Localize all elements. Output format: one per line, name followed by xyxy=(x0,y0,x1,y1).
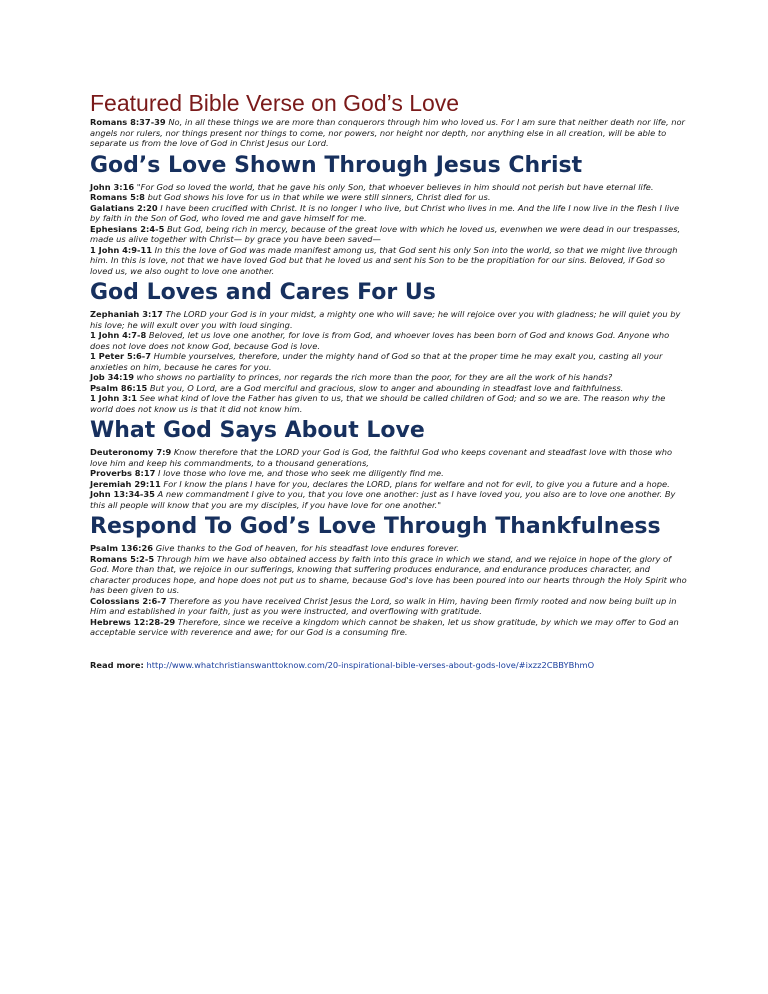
verse xyxy=(90,245,688,277)
page-title: Featured Bible Verse on God’s Love xyxy=(90,90,460,116)
verse-reference: Galatians 2:20 xyxy=(90,202,158,213)
sections-container xyxy=(90,153,688,638)
section xyxy=(90,280,688,414)
verse-reference: Deuteronomy 7:9 xyxy=(90,447,172,457)
verse-reference: Jeremiah 29:11 xyxy=(90,478,161,489)
verse-reference: Romans 5:8 xyxy=(90,192,145,202)
verse-text: but God shows his love for us in that while we were still sinners, Christ died for us. xyxy=(147,192,491,202)
verse xyxy=(90,468,688,479)
verse xyxy=(90,617,688,638)
verse xyxy=(90,224,688,245)
section xyxy=(90,418,688,510)
verse-reference: 1 Peter 5:6-7 xyxy=(90,351,152,361)
verse xyxy=(90,330,688,351)
verse-reference: Romans 8:37-39 xyxy=(90,117,166,127)
verse-reference: 1 John 4:7-8 xyxy=(90,330,147,340)
verse xyxy=(90,351,688,372)
section-heading: Respond To God’s Love Through Thankfulness xyxy=(90,514,661,539)
verse-reference: Job 34:19 xyxy=(90,372,135,382)
section-heading: God’s Love Shown Through Jesus Christ xyxy=(90,152,583,178)
verse xyxy=(90,596,688,617)
verse-reference: Psalm 136:26 xyxy=(90,543,154,553)
verse-text: But God, being rich in mercy, because of the great love with which he loved us, evenwhen we were dead in our trespasses, made us alive together with Christ— by grace you have been saved— xyxy=(90,223,681,244)
verse-text: who shows no partiality to princes, nor regards the rich more than the poor, for they are all the work of his hands? xyxy=(136,372,613,382)
verse-text: I have been crucified with Christ. It is no longer I who live, but Christ who lives in me. And the life I now live in the flesh I live by faith in the Son of God, who loved me and gave himself for me. xyxy=(90,202,680,223)
verse-text: Humble yourselves, therefore, under the mighty hand of God so that at the proper time he may exalt you, casting all your anxieties on him, because he cares for you. xyxy=(90,351,663,372)
verse xyxy=(90,182,688,193)
verse xyxy=(90,117,688,149)
verse xyxy=(90,489,688,510)
verse xyxy=(90,479,688,490)
section xyxy=(90,153,688,277)
verse xyxy=(90,383,688,394)
verse xyxy=(90,447,688,468)
verse-text: Give thanks to the God of heaven, for his steadfast love endures forever. xyxy=(155,543,459,553)
verse-reference: 1 John 3:1 xyxy=(90,393,138,403)
verse-reference: 1 John 4:9-11 xyxy=(90,244,153,255)
verse-text: Therefore, since we receive a kingdom which cannot be shaken, let us show gratitude, by which we may offer to God an acceptable service with reverence and awe; for our God is a consuming fire. xyxy=(90,616,679,637)
verse-reference: Zephaniah 3:17 xyxy=(90,309,163,319)
verse-reference: Hebrews 12:28-29 xyxy=(90,616,176,627)
verse-text: Know therefore that the LORD your God is God, the faithful God who keeps covenant and steadfast love with those who love him and keep his commandments, to a thousand generations, xyxy=(90,447,673,468)
verse-text: See what kind of love the Father has given to us, that we should be called children of God; and so we are. The reason why the world does not know us is that it did not know him. xyxy=(90,393,666,414)
verse-text: "For God so loved the world, that he gave his only Son, that whoever believes in him should not perish but have eternal life. xyxy=(136,181,654,192)
verse-text: But you, O Lord, are a God merciful and gracious, slow to anger and abounding in steadfast love and faithfulness. xyxy=(149,382,624,393)
verse-text: The LORD your God is in your midst, a mighty one who will save; he will rejoice over you with gladness; he will quiet you by his love; he will exult over you with loud singing. xyxy=(90,309,681,330)
verse-reference: Colossians 2:6-7 xyxy=(90,595,167,606)
read-more-label: Read more: xyxy=(90,659,144,670)
verse-text: In this the love of God was made manifest among us, that God sent his only Son into the world, so that we might live through him. In this is love, not that we have loved God but that he loved us and sent his Son to be the propitiation for our sins. Beloved, if God so loved us, we also ought to love one another. xyxy=(90,244,678,276)
read-more xyxy=(90,660,688,671)
section xyxy=(90,514,688,638)
section-heading: What God Says About Love xyxy=(90,418,425,443)
verse xyxy=(90,192,688,203)
section-heading: God Loves and Cares For Us xyxy=(90,280,436,305)
verse-reference: John 13:34-35 xyxy=(90,489,155,499)
verse-text: Therefore as you have received Christ Jesus the Lord, so walk in Him, having been firmly rooted and now being built up in Him and established in your faith, just as you were instructed, and overflowing with gratitude. xyxy=(90,595,677,616)
verse xyxy=(90,393,688,414)
verse-text: I love those who love me, and those who seek me diligently find me. xyxy=(158,468,444,478)
verse-text: Beloved, let us love one another, for love is from God, and whoever loves has been born of God and knows God. Anyone who does not love does not know God, because God is love. xyxy=(90,330,670,351)
verse-reference: Romans 5:2-5 xyxy=(90,553,155,564)
read-more-link[interactable]: http://www.whatchristianswanttoknow.com/20-inspirational-bible-verses-about-gods-love/#ixzz2CBBYBhmO xyxy=(146,659,595,670)
verse xyxy=(90,203,688,224)
verse-text: No, in all these things we are more than conquerors through him who loved us. For I am sure that neither death nor life, nor angels nor rulers, nor things present nor things to come, nor powers, nor height nor depth, nor anything else in all creation, will be able to separate us from the love of God in Christ Jesus our Lord. xyxy=(90,117,685,148)
verse xyxy=(90,554,688,596)
verse-text: For I know the plans I have for you, declares the LORD, plans for welfare and not for evil, to give you a future and a hope. xyxy=(163,478,670,489)
verse-reference: Psalm 86:15 xyxy=(90,382,148,393)
verse-reference: Ephesians 2:4-5 xyxy=(90,223,165,234)
verse-text: Through him we have also obtained access by faith into this grace in which we stand, and we rejoice in hope of the glory of God. More than that, we rejoice in our sufferings, knowing that suffering produces endurance, and endurance produces character, and character produces hope, and hope does not put us to shame, because God's love has been poured into our hearts through the Holy Spirit who has been given to us. xyxy=(90,553,687,595)
featured-verses xyxy=(90,117,688,149)
verse-reference: Proverbs 8:17 xyxy=(90,468,156,478)
verse-reference: John 3:16 xyxy=(90,181,135,192)
verse-text: A new commandment I give to you, that you love one another: just as I have loved you, you also are to love one another. By this all people will know that you are my disciples, if you have love for one another." xyxy=(90,489,676,510)
verse xyxy=(90,309,688,330)
verse xyxy=(90,372,688,383)
verse xyxy=(90,543,688,554)
